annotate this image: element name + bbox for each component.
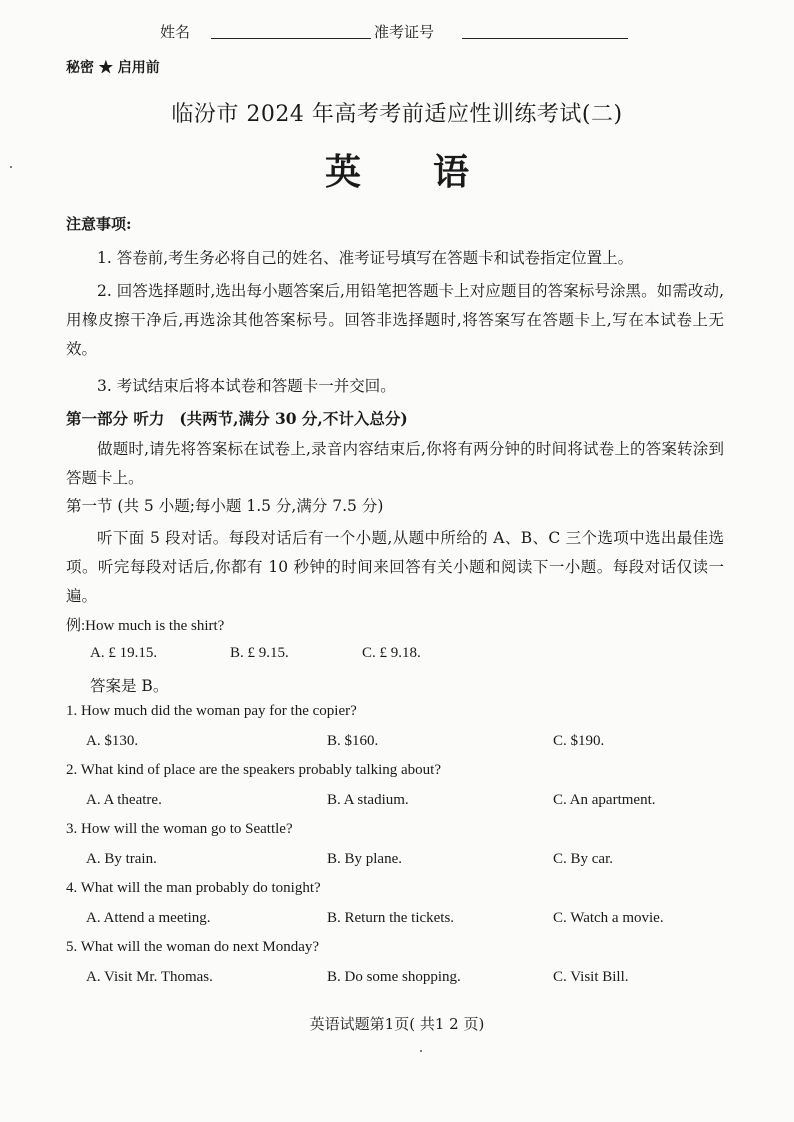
part1-instruction: 做题时,请先将答案标在试卷上,录音内容结束后,你将有两分钟的时间将试卷上的答案转涂到答题卡上。	[66, 440, 724, 487]
q4-option-b: B. Return the tickets.	[327, 910, 455, 926]
q1-option-b: B. $160.	[327, 733, 379, 749]
example-answer: 答案是 B。	[90, 677, 169, 695]
section1-instruction: 听下面 5 段对话。每段对话后有一个小题,从题中所给的 A、B、C 三个选项中选出最佳选项。听完每段对话后,你都有 10 秒钟的时间来回答有关小题和阅读下一小题。每段对话仅读一遍。	[66, 529, 724, 605]
scan-speck	[420, 1050, 422, 1052]
name-underline	[211, 38, 371, 39]
q1-option-a: A. $130.	[86, 733, 139, 749]
q2-option-c: C. An apartment.	[553, 792, 656, 808]
question-4: 4. What will the man probably do tonight?	[66, 880, 321, 896]
notice-heading: 注意事项:	[66, 215, 132, 233]
question-5: 5. What will the woman do next Monday?	[66, 939, 320, 955]
question-3: 3. How will the woman go to Seattle?	[66, 821, 293, 837]
q4-option-c: C. Watch a movie.	[553, 910, 664, 926]
notice-item-3: 3. 考试结束后将本试卷和答题卡一并交回。	[97, 377, 396, 395]
example-option-b: B. £ 9.15.	[230, 645, 289, 661]
subject-title: 英语	[324, 151, 541, 193]
name-label: 姓名	[160, 23, 191, 41]
q2-option-b: B. A stadium.	[327, 792, 409, 808]
part1-title: 第一部分 听力	[66, 409, 165, 428]
exam-id-label: 准考证号	[374, 23, 435, 41]
section1-heading: 第一节 (共 5 小题;每小题 1.5 分,满分 7.5 分)	[66, 497, 384, 515]
q5-option-c: C. Visit Bill.	[553, 969, 629, 985]
q3-option-b: B. By plane.	[327, 851, 402, 867]
secret-mark: 秘密 ★ 启用前	[66, 60, 160, 76]
example-question: 例:How much is the shirt?	[66, 618, 225, 634]
q4-option-a: A. Attend a meeting.	[86, 910, 211, 926]
q2-option-a: A. A theatre.	[86, 792, 162, 808]
notice-item-1: 1. 答卷前,考生务必将自己的姓名、准考证号填写在答题卡和试卷指定位置上。	[97, 249, 634, 267]
exam-id-underline	[462, 38, 628, 39]
q5-option-a: A. Visit Mr. Thomas.	[86, 969, 213, 985]
page-footer: 英语试题第1页( 共1 2 页)	[309, 1015, 485, 1033]
question-1: 1. How much did the woman pay for the copier?	[66, 703, 357, 719]
question-2: 2. What kind of place are the speakers probably talking about?	[66, 762, 442, 778]
example-option-c: C. £ 9.18.	[362, 645, 421, 661]
q3-option-c: C. By car.	[553, 851, 613, 867]
q5-option-b: B. Do some shopping.	[327, 969, 461, 985]
q3-option-a: A. By train.	[86, 851, 157, 867]
part1-heading	[66, 407, 408, 429]
notice-item-2: 2. 回答选择题时,选出每小题答案后,用铅笔把答题卡上对应题目的答案标号涂黑。如需改动,用橡皮擦干净后,再选涂其他答案标号。回答非选择题时,将答案写在答题卡上,写在本试卷上无效。	[66, 282, 724, 358]
example-option-a: A. £ 19.15.	[90, 645, 158, 661]
q1-option-c: C. $190.	[553, 733, 605, 749]
part1-note: (共两节,满分 30 分,不计入总分)	[179, 409, 408, 428]
scan-speck	[10, 166, 12, 168]
exam-title: 临汾市 2024 年高考考前适应性训练考试(二)	[171, 102, 623, 127]
